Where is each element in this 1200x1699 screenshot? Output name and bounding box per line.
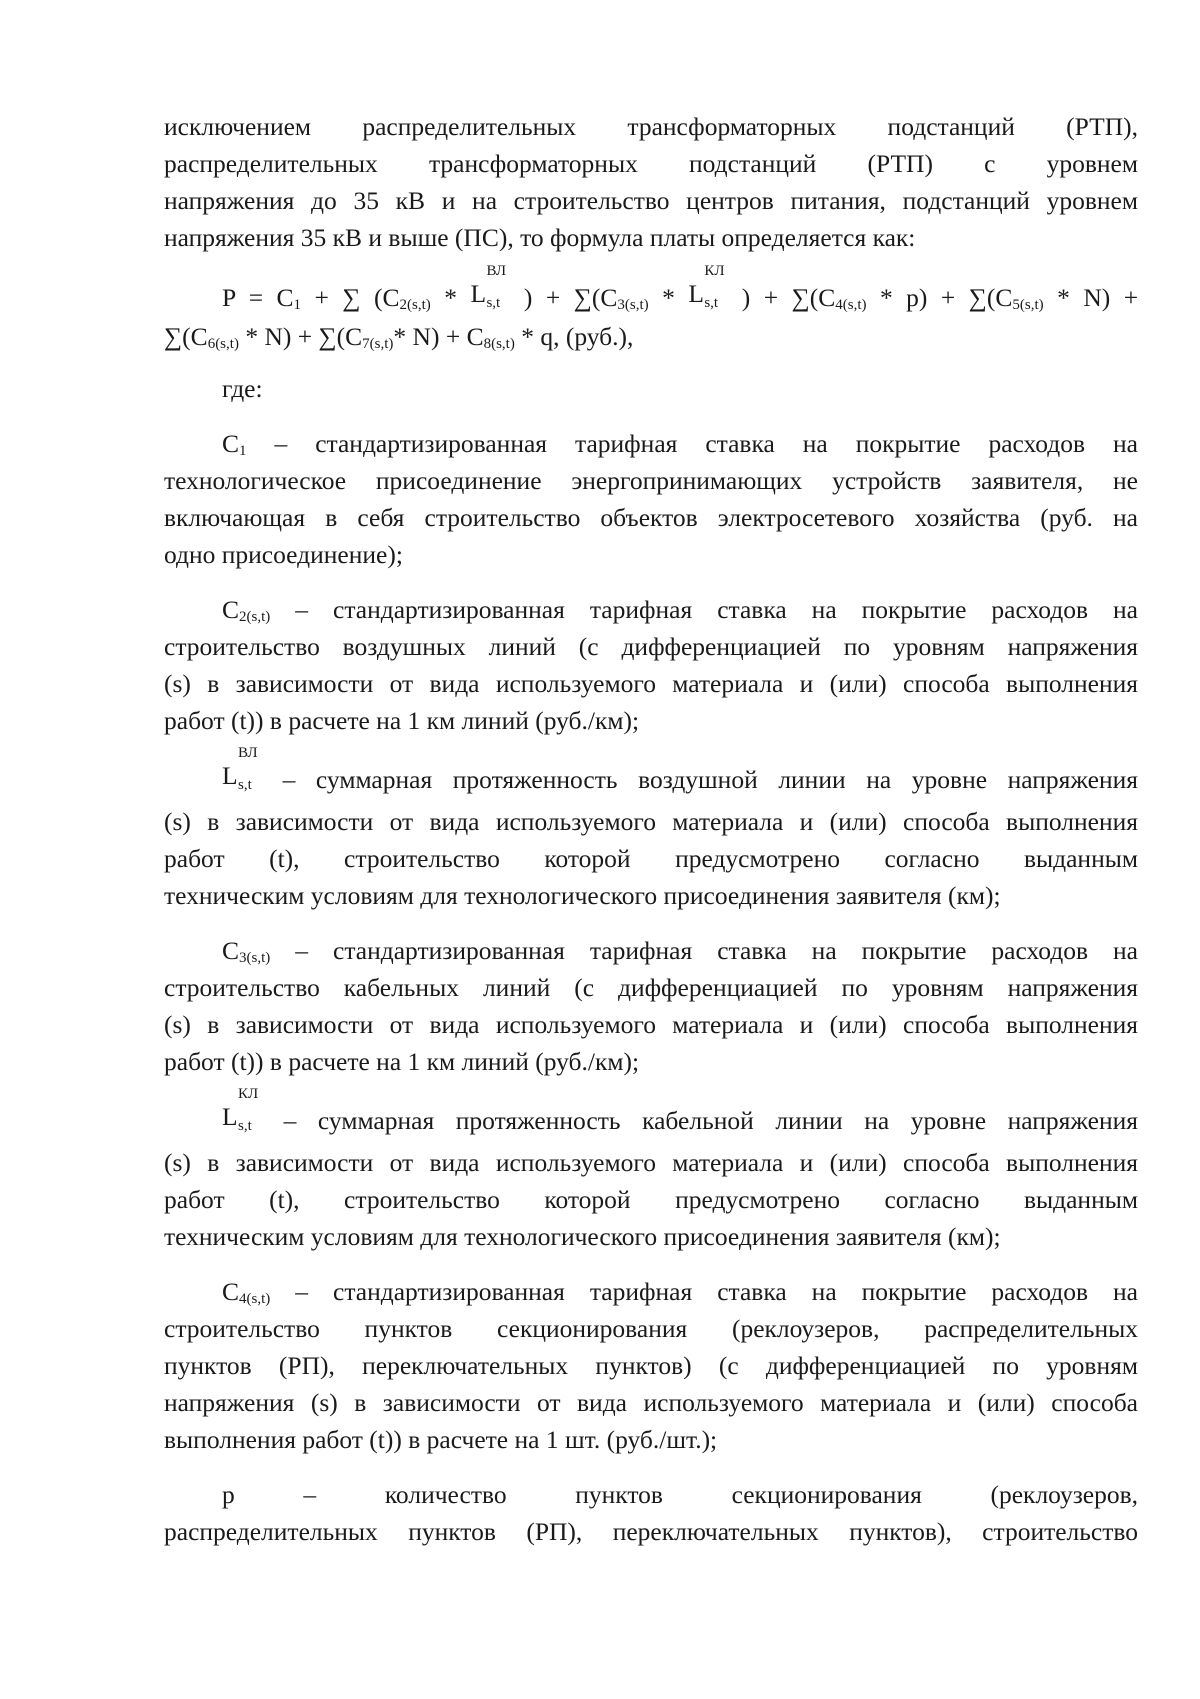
text-line: пунктов (РП), переключательных пунктов) (с дифференциацией по уровням (164, 1351, 1138, 1380)
text-line: работ (t), строительство которой предусмотрено согласно выданным (164, 844, 1138, 873)
text-line: техническим условиям для технологического присоединения заявителя (км); (164, 881, 1001, 910)
definition-p (164, 1476, 1138, 1550)
formula-line-1: $P = C_1$ + ∑ ($C_{2(s,t)}$ * L ВЛ s,t ) + $\sum(C_{3(s,t)}$ * L КЛ s,t ) + $\sum(C_{4(s,t)} * p) + \sum(C_{5(s,t)} * N)$ + (222, 263, 1139, 313)
intro-paragraph (164, 108, 1138, 256)
text-line: $C_{3(s,t)}$ – стандартизированная тарифная ставка на покрытие расходов на (222, 936, 1138, 966)
text-line: p – количество пунктов секционирования (реклоузеров, (222, 1480, 1138, 1509)
text-line: строительство кабельных линий (с дифференциацией по уровням напряжения (164, 973, 1138, 1002)
text-line: одно присоединение); (164, 540, 403, 569)
text-line: напряжения 35 кВ и выше (ПС), то формула платы определяется как: (164, 223, 916, 252)
definition-c1 (164, 425, 1138, 573)
text-line: напряжения (s) в зависимости от вида используемого материала и (или) способа (164, 1388, 1138, 1417)
text-line: (s) в зависимости от вида используемого материала и (или) способа выполнения (164, 669, 1138, 698)
text-line: $C_{2(s,t)}$ – стандартизированная тарифная ставка на покрытие расходов на (222, 595, 1138, 625)
text-line: $C_{4(s,t)}$ – стандартизированная тарифная ставка на покрытие расходов на (222, 1277, 1138, 1307)
definition-c2 (164, 591, 1138, 739)
l-kl-symbol: L КЛ s,t (222, 1086, 259, 1134)
text-line: техническим условиям для технологического присоединения заявителя (км); (164, 1222, 1001, 1251)
definition-l-vl (164, 745, 1138, 914)
text-line: распределительных пунктов (РП), переключательных пунктов), строительство (164, 1517, 1138, 1546)
text-line: напряжения до 35 кВ и на строительство центров питания, подстанций уровнем (164, 186, 1138, 215)
definition-c3 (164, 932, 1138, 1080)
text-line: (s) в зависимости от вида используемого материала и (или) способа выполнения (164, 1148, 1138, 1177)
where-label: где: (222, 374, 263, 403)
definition-c4 (164, 1273, 1138, 1458)
text-line: включающая в себя строительство объектов электросетевого хозяйства (руб. на (164, 503, 1138, 532)
text-line: работ (t)) в расчете на 1 км линий (руб./км); (164, 1047, 640, 1076)
text-line: выполнения работ (t)) в расчете на 1 шт. (руб./шт.); (164, 1425, 718, 1454)
text-line: L КЛ s,t – суммарная протяженность кабельной линии на уровне напряжения (222, 1086, 1138, 1135)
text-line: (s) в зависимости от вида используемого материала и (или) способа выполнения (164, 807, 1138, 836)
text-line: L ВЛ s,t – суммарная протяженность воздушной линии на уровне напряжения (222, 745, 1138, 794)
text-line: $C_1$ – стандартизированная тарифная ставка на покрытие расходов на (222, 429, 1138, 459)
l-vl-symbol: L ВЛ s,t (222, 745, 258, 793)
text-line: распределительных трансформаторных подстанций (РТП) с уровнем (164, 149, 1138, 178)
l-vl-symbol: L ВЛ s,t (470, 263, 507, 311)
text-line: исключением распределительных трансформаторных подстанций (РТП), (164, 112, 1138, 141)
formula-line-2: $\sum(C_{6(s,t)} * N) + \sum(C_{7(s,t)}*$ $N) + C_{8(s,t)} * q$, (руб.), (164, 322, 634, 352)
l-kl-symbol: L КЛ s,t (688, 263, 725, 311)
text-line: технологическое присоединение энергопринимающих устройств заявителя, не (164, 466, 1138, 495)
payment-formula (164, 263, 1139, 356)
text-line: строительство воздушных линий (с дифференциацией по уровням напряжения (164, 632, 1138, 661)
text-line: работ (t), строительство которой предусмотрено согласно выданным (164, 1185, 1138, 1214)
definition-l-kl (164, 1086, 1138, 1255)
text-line: (s) в зависимости от вида используемого материала и (или) способа выполнения (164, 1010, 1138, 1039)
text-line: работ (t)) в расчете на 1 км линий (руб./км); (164, 706, 640, 735)
text-line: строительство пунктов секционирования (реклоузеров, распределительных (164, 1314, 1138, 1343)
